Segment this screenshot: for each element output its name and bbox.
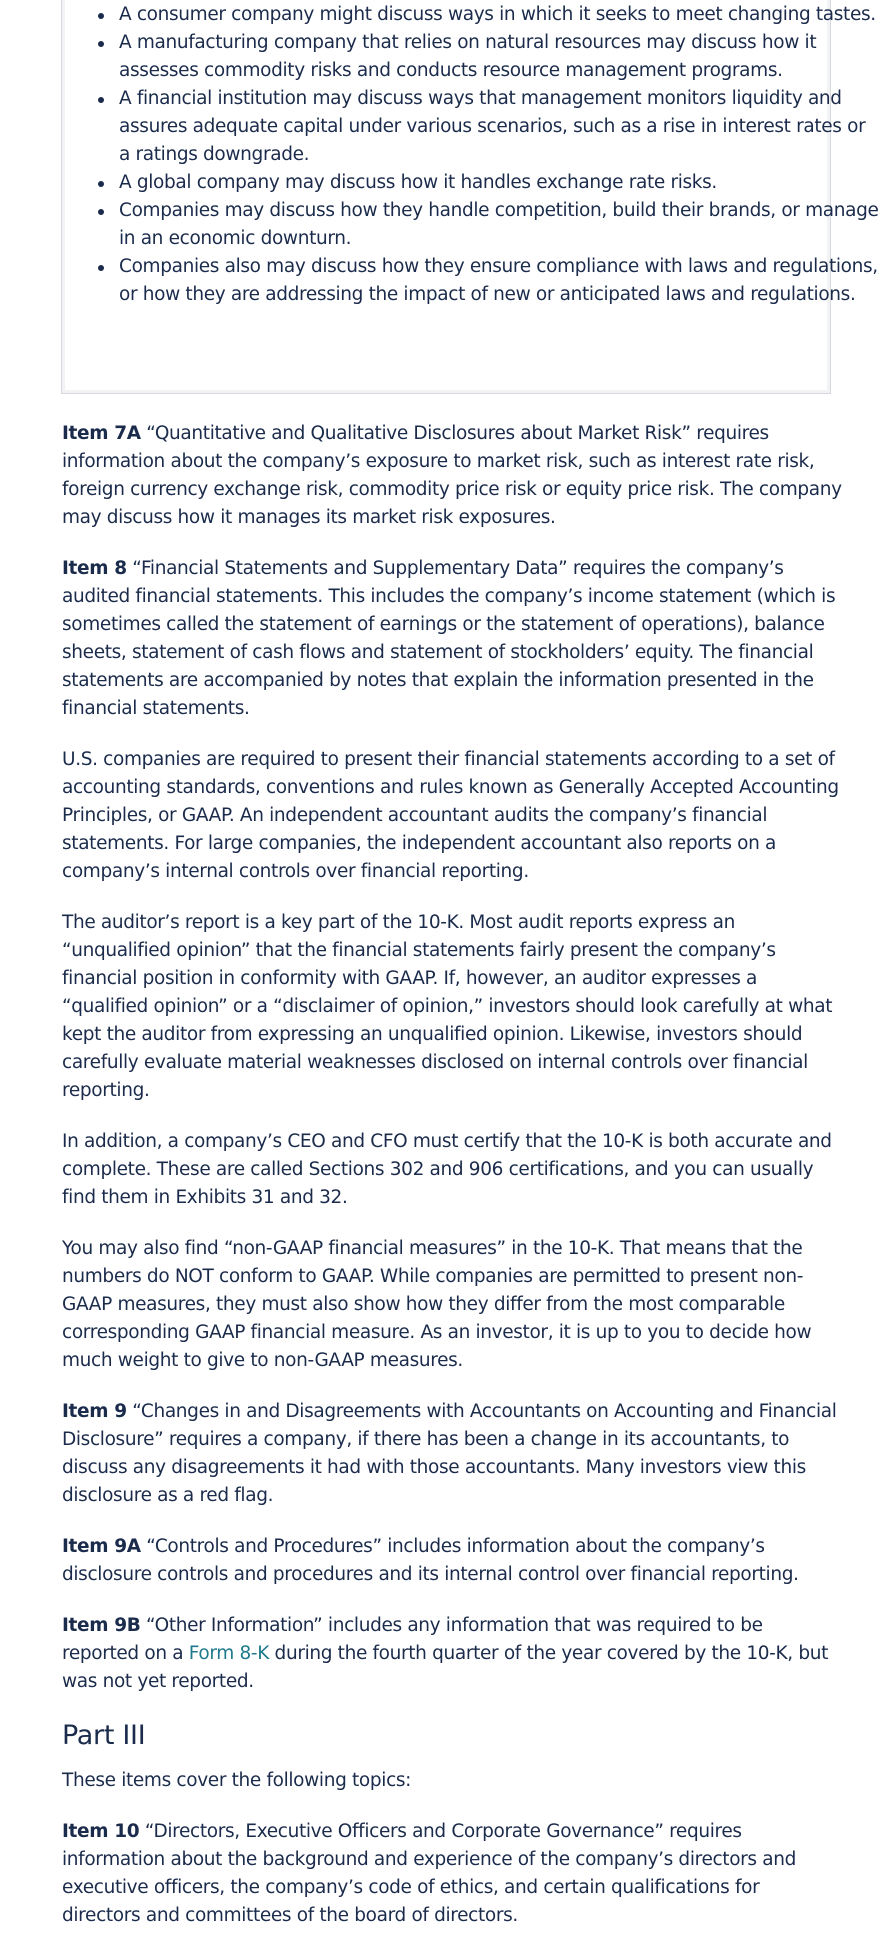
item-description: “Other Information” includes any information that was required to be reported on a [62,1615,763,1664]
risk-examples-box [61,0,879,394]
auditor-report-paragraph: The auditor’s report is a key part of the 10-K. Most audit reports express an “unqualified opinion” that the financial statements fairly present the company’s financial position in conformity with GAAP. If, however, an auditor expresses a “qualified opinion” or a “disclaimer of opinion,” investors should look carefully at what kept the auditor from expressing an unqualified opinion. Likewise, investors should carefully evaluate material weaknesses disclosed on internal controls over financial reporting. [62,912,833,1101]
article-body [62,420,842,1953]
list-item: Companies also may discuss how they ensure compliance with laws and regulations, or how they are addressing the impact of new or anticipated laws and regulations. [119,253,879,309]
list-item: A financial institution may discuss ways that management monitors liquidity and assures adequate capital under various scenarios, such as a rise in interest rates or a ratings downgrade. [119,85,879,169]
item-9b-paragraph [62,1612,842,1696]
gaap-paragraph: U.S. companies are required to present their financial statements according to a set of accounting standards, conventions and rules known as Generally Accepted Accounting Principles, or GAAP. An independent accountant audits the company’s financial statements. For large companies, the independent accountant also reports on a company’s internal controls over financial reporting. [62,749,839,882]
item-label: Item 9B [62,1615,141,1636]
list-item: Companies may discuss how they handle competition, build their brands, or manage in an economic downturn. [119,197,879,253]
item-label: Item 9A [62,1536,141,1557]
item-9a-paragraph [62,1533,842,1589]
item-7a-paragraph [62,420,842,532]
item-description: “Directors, Executive Officers and Corporate Governance” requires information about the background and experience of the company’s directors and executive officers, the company’s code of ethics, and certain qualifications for directors and committees of the board of directors. [62,1821,797,1926]
non-gaap-paragraph: You may also find “non-GAAP financial measures” in the 10-K. That means that the numbers do NOT conform to GAAP. While companies are permitted to present non-GAAP measures, they must also show how they differ from the most comparable corresponding GAAP financial measure. As an investor, it is up to you to decide how much weight to give to non-GAAP measures. [62,1238,812,1371]
certification-paragraph: In addition, a company’s CEO and CFO must certify that the 10-K is both accurate and complete. These are called Sections 302 and 906 certifications, and you can usually find them in Exhibits 31 and 32. [62,1131,832,1208]
item-8-paragraph [62,555,842,723]
item-label: Item 10 [62,1821,140,1842]
list-item: A global company may discuss how it handles exchange rate risks. [119,169,879,197]
section-intro: These items cover the following topics: [62,1770,412,1791]
item-label: Item 8 [62,558,127,579]
item-9-paragraph [62,1398,842,1510]
item-label: Item 9 [62,1401,127,1422]
list-item: A manufacturing company that relies on natural resources may discuss how it assesses commodity risks and conducts resource management programs. [119,29,879,85]
section-heading: Part III [62,1720,146,1751]
item-description: during the fourth quarter of the year covered by the 10-K, but was not yet reported. [62,1643,828,1692]
list-item: A consumer company might discuss ways in which it seeks to meet changing tastes. [119,1,879,29]
form-8k-link[interactable]: Form 8-K [188,1643,270,1664]
item-description: “Quantitative and Qualitative Disclosures about Market Risk” requires information about the company’s exposure to market risk, such as interest rate risk, foreign currency exchange risk, commodity price risk or equity price risk. The company may discuss how it manages its market risk exposures. [62,423,842,528]
item-description: “Controls and Procedures” includes information about the company’s disclosure controls and procedures and its internal control over financial reporting. [62,1536,799,1585]
item-label: Item 7A [62,423,141,444]
item-description: “Financial Statements and Supplementary Data” requires the company’s audited financial statements. This includes the company’s income statement (which is sometimes called the statement of earnings or the statement of operations), balance sheets, statement of cash flows and statement of stockholders’ equity. The financial statements are accompanied by notes that explain the information presented in the financial statements. [62,558,836,719]
item-description: “Changes in and Disagreements with Accountants on Accounting and Financial Disclosure” requires a company, if there has been a change in its accountants, to discuss any disagreements it had with those accountants. Many investors view this disclosure as a red flag. [62,1401,837,1506]
item-10-paragraph [62,1818,842,1930]
risk-examples-list [62,1,879,309]
